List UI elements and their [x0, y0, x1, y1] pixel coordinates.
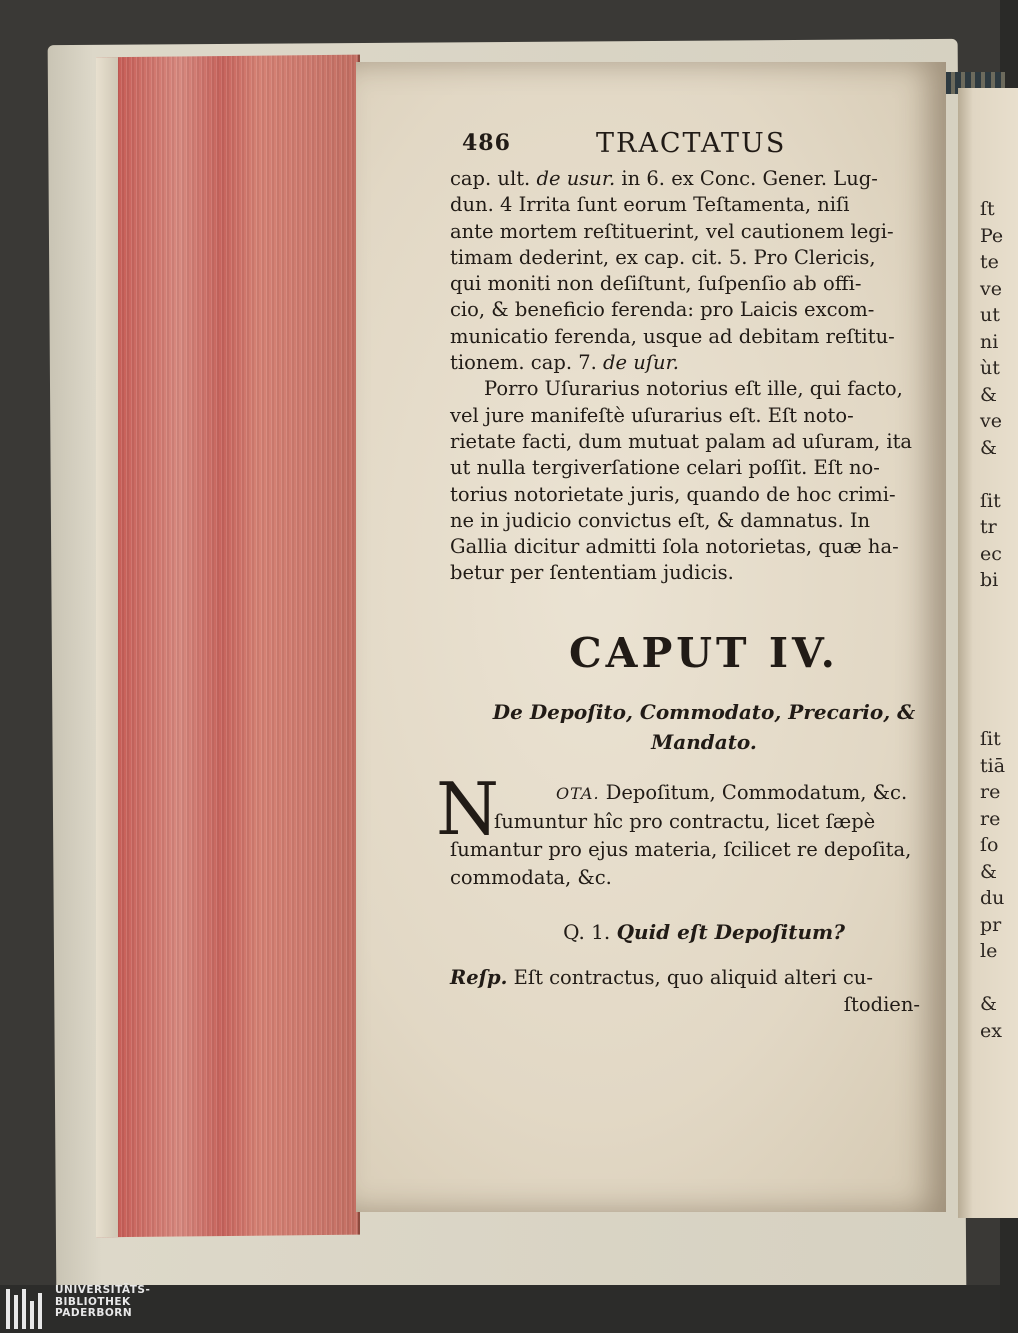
body-text: tionem. cap. 7.: [450, 351, 604, 375]
next-page-fragment: ſt: [980, 198, 995, 220]
nota-paragraph: [436, 766, 958, 892]
nota-line-3: ſumantur pro ejus materia, ſcilicet re depoſita,: [450, 837, 912, 861]
next-page-fragment: tr: [980, 516, 997, 538]
body-text: in 6. ex Conc. Gener. Lug-: [615, 167, 878, 190]
body-line: ne in judicio convictus eſt, & damnatus. In: [450, 508, 871, 532]
next-page-fragment: Pe: [980, 224, 1004, 247]
next-page-fragment: [980, 673, 1005, 700]
paragraph-2: [450, 376, 958, 586]
next-page-sliver: [958, 88, 1018, 1218]
next-page-fragments: [980, 196, 1005, 1044]
library-name-line-2: BIBLIOTHEK: [55, 1295, 131, 1308]
next-page-fragment: bi: [980, 569, 999, 591]
next-page-fragment: te: [980, 251, 999, 273]
chapter-subtitle: [450, 697, 958, 757]
next-page-fragment: &: [980, 436, 997, 459]
chapter-subtitle-line-2: Mandato.: [651, 729, 757, 754]
response-line-1: [450, 964, 958, 991]
italic-citation: de usur.: [536, 167, 616, 190]
next-page-fragment: ex: [980, 1019, 1002, 1042]
body-line: Porro Uſurarius notorius eſt ille, qui facto,: [484, 377, 903, 401]
question-text: Quid eſt Depoſitum?: [616, 919, 845, 944]
body-text: qui moniti non deſiſtunt, ſuſpenſio ab offi-: [450, 272, 862, 296]
next-page-fragment: re: [980, 781, 1001, 803]
running-title: TRACTATUS: [596, 128, 787, 159]
next-page-fragment: &: [980, 860, 997, 883]
body-text: cio, & beneficio ferenda: pro Laicis excom-: [450, 298, 875, 322]
library-logo-icon: [4, 1287, 44, 1331]
next-page-fragment: du: [980, 887, 1005, 909]
body-text: timam dederint, ex cap. cit. 5. Pro Clericis,: [450, 245, 876, 269]
next-page-fragment: [980, 647, 1005, 674]
body-text: ante mortem reſtituerint, vel cautionem legi-: [450, 219, 894, 243]
library-name-line-3: PADERBORN: [55, 1307, 133, 1319]
next-page-fragment: &: [980, 383, 997, 406]
body-line: [450, 219, 958, 245]
page-number: 486: [462, 130, 511, 156]
next-page-fragment: ec: [980, 542, 1002, 565]
next-page-fragment: [980, 594, 1005, 621]
body-text: dun. 4 Irrita ſunt eorum Teſtamenta, niſi: [450, 193, 850, 217]
text-block: [436, 126, 958, 1018]
next-page-fragment: tiā: [980, 754, 1006, 777]
next-page-fragment: [980, 965, 1005, 992]
nota-line-2: ſumuntur hîc pro contractu, licet ſæpè: [494, 809, 876, 833]
body-line: [450, 350, 958, 376]
body-line: [450, 271, 958, 297]
body-line: ut nulla tergiverſatione celari poſſit. Eſt no-: [450, 456, 880, 480]
body-line: betur per ſententiam judicis.: [450, 561, 734, 585]
nota-lead: OTA.: [556, 783, 600, 803]
body-line: rietate facti, dum mutuat palam ad uſuram, ita: [450, 429, 913, 453]
next-page-fragment: ſit: [980, 489, 1001, 512]
library-name-line-1: UNIVERSITÄTS-: [55, 1284, 151, 1296]
next-page-fragment: le: [980, 940, 998, 962]
next-page-fragment: [980, 700, 1005, 727]
next-page-fragment: pr: [980, 913, 1002, 936]
next-page-fragment: &: [980, 993, 997, 1015]
next-page-fragment: ve: [980, 277, 1002, 300]
italic-citation: de uſur.: [603, 351, 679, 375]
response-text: Eſt contractus, quo aliquid alteri cu-: [507, 965, 873, 989]
body-line: [450, 166, 958, 192]
chapter-subtitle-line-1: De Depoſito, Commodato, Precario, &: [492, 699, 916, 724]
response-label: Reſp.: [450, 965, 508, 989]
nota-line-1-rest: Depoſitum, Commodatum, &c.: [599, 780, 908, 804]
body-line: [450, 297, 958, 323]
body-text: municatio ferenda, usque ad debitam reſtitu-: [450, 324, 895, 348]
drop-cap: N: [436, 766, 499, 851]
page-header: [450, 126, 958, 166]
response-paragraph: [450, 964, 958, 1018]
nota-line-1: [450, 779, 958, 808]
next-page-fragment: [980, 461, 1005, 488]
chapter-title: CAPUT IV.: [569, 628, 839, 677]
next-page-fragment: [980, 620, 1005, 647]
catchword: ſtodien-: [843, 992, 920, 1016]
next-page-fragment: ùt: [980, 357, 1000, 379]
body-line: vel jure manifeſtè uſurarius eſt. Eſt noto-: [450, 403, 854, 427]
next-page-fragment: ſo: [980, 834, 999, 856]
body-line: [450, 324, 958, 350]
body-line: [450, 245, 958, 271]
body-line: torius notorietate juris, quando de hoc crimi-: [450, 482, 896, 506]
next-page-fragment: ut: [980, 304, 1000, 326]
body-line: [450, 192, 958, 218]
next-page-fragment: ve: [980, 410, 1002, 432]
next-page-fragment: re: [980, 807, 1001, 830]
next-page-fragment: ſit: [980, 728, 1001, 750]
question-label: Q. 1.: [563, 919, 611, 944]
body-text: cap. ult.: [450, 167, 537, 190]
library-name: [55, 1285, 150, 1320]
next-page-fragment: ni: [980, 330, 999, 353]
page-edge-block: [96, 55, 360, 1238]
body-line: Gallia dicitur admitti ſola notorietas, quæ ha-: [450, 535, 899, 559]
nota-line-4: commodata, &c.: [450, 865, 612, 889]
question-heading: [450, 920, 958, 944]
paragraph-1: [450, 166, 958, 376]
